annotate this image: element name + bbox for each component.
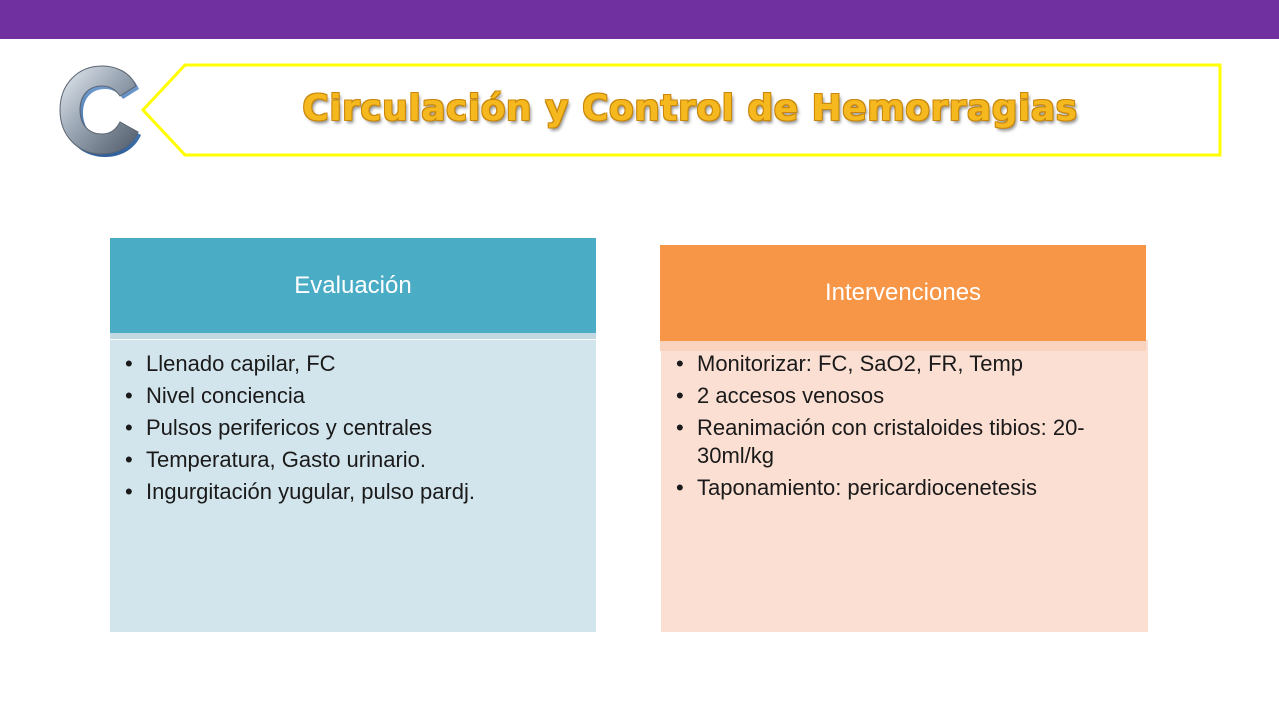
evaluation-list (119, 350, 589, 510)
list-item: • Temperatura, Gasto urinario. (119, 446, 589, 474)
evaluation-panel-header (110, 238, 596, 339)
list-item: • Nivel conciencia (119, 382, 589, 410)
list-item: • Taponamiento: pericardiocenetesis (670, 474, 1140, 502)
list-item: • Reanimación con cristaloides tibios: 20-30ml/kg (670, 414, 1140, 470)
list-item: • Pulsos perifericos y centrales (119, 414, 589, 442)
interventions-header-label: Intervenciones (824, 279, 982, 306)
evaluation-header-label: Evaluación (294, 271, 412, 299)
top-bar (0, 0, 1279, 39)
interventions-panel-header (660, 245, 1146, 351)
list-item: • Llenado capilar, FC (119, 350, 589, 378)
slide-title: Circulación y Control de Hemorragias (302, 88, 1078, 129)
letter-c-logo-icon (50, 60, 150, 160)
interventions-list (670, 350, 1140, 506)
list-item: • Monitorizar: FC, SaO2, FR, Temp (670, 350, 1140, 378)
list-item: • 2 accesos venosos (670, 382, 1140, 410)
list-item: • Ingurgitación yugular, pulso pardj. (119, 478, 589, 506)
